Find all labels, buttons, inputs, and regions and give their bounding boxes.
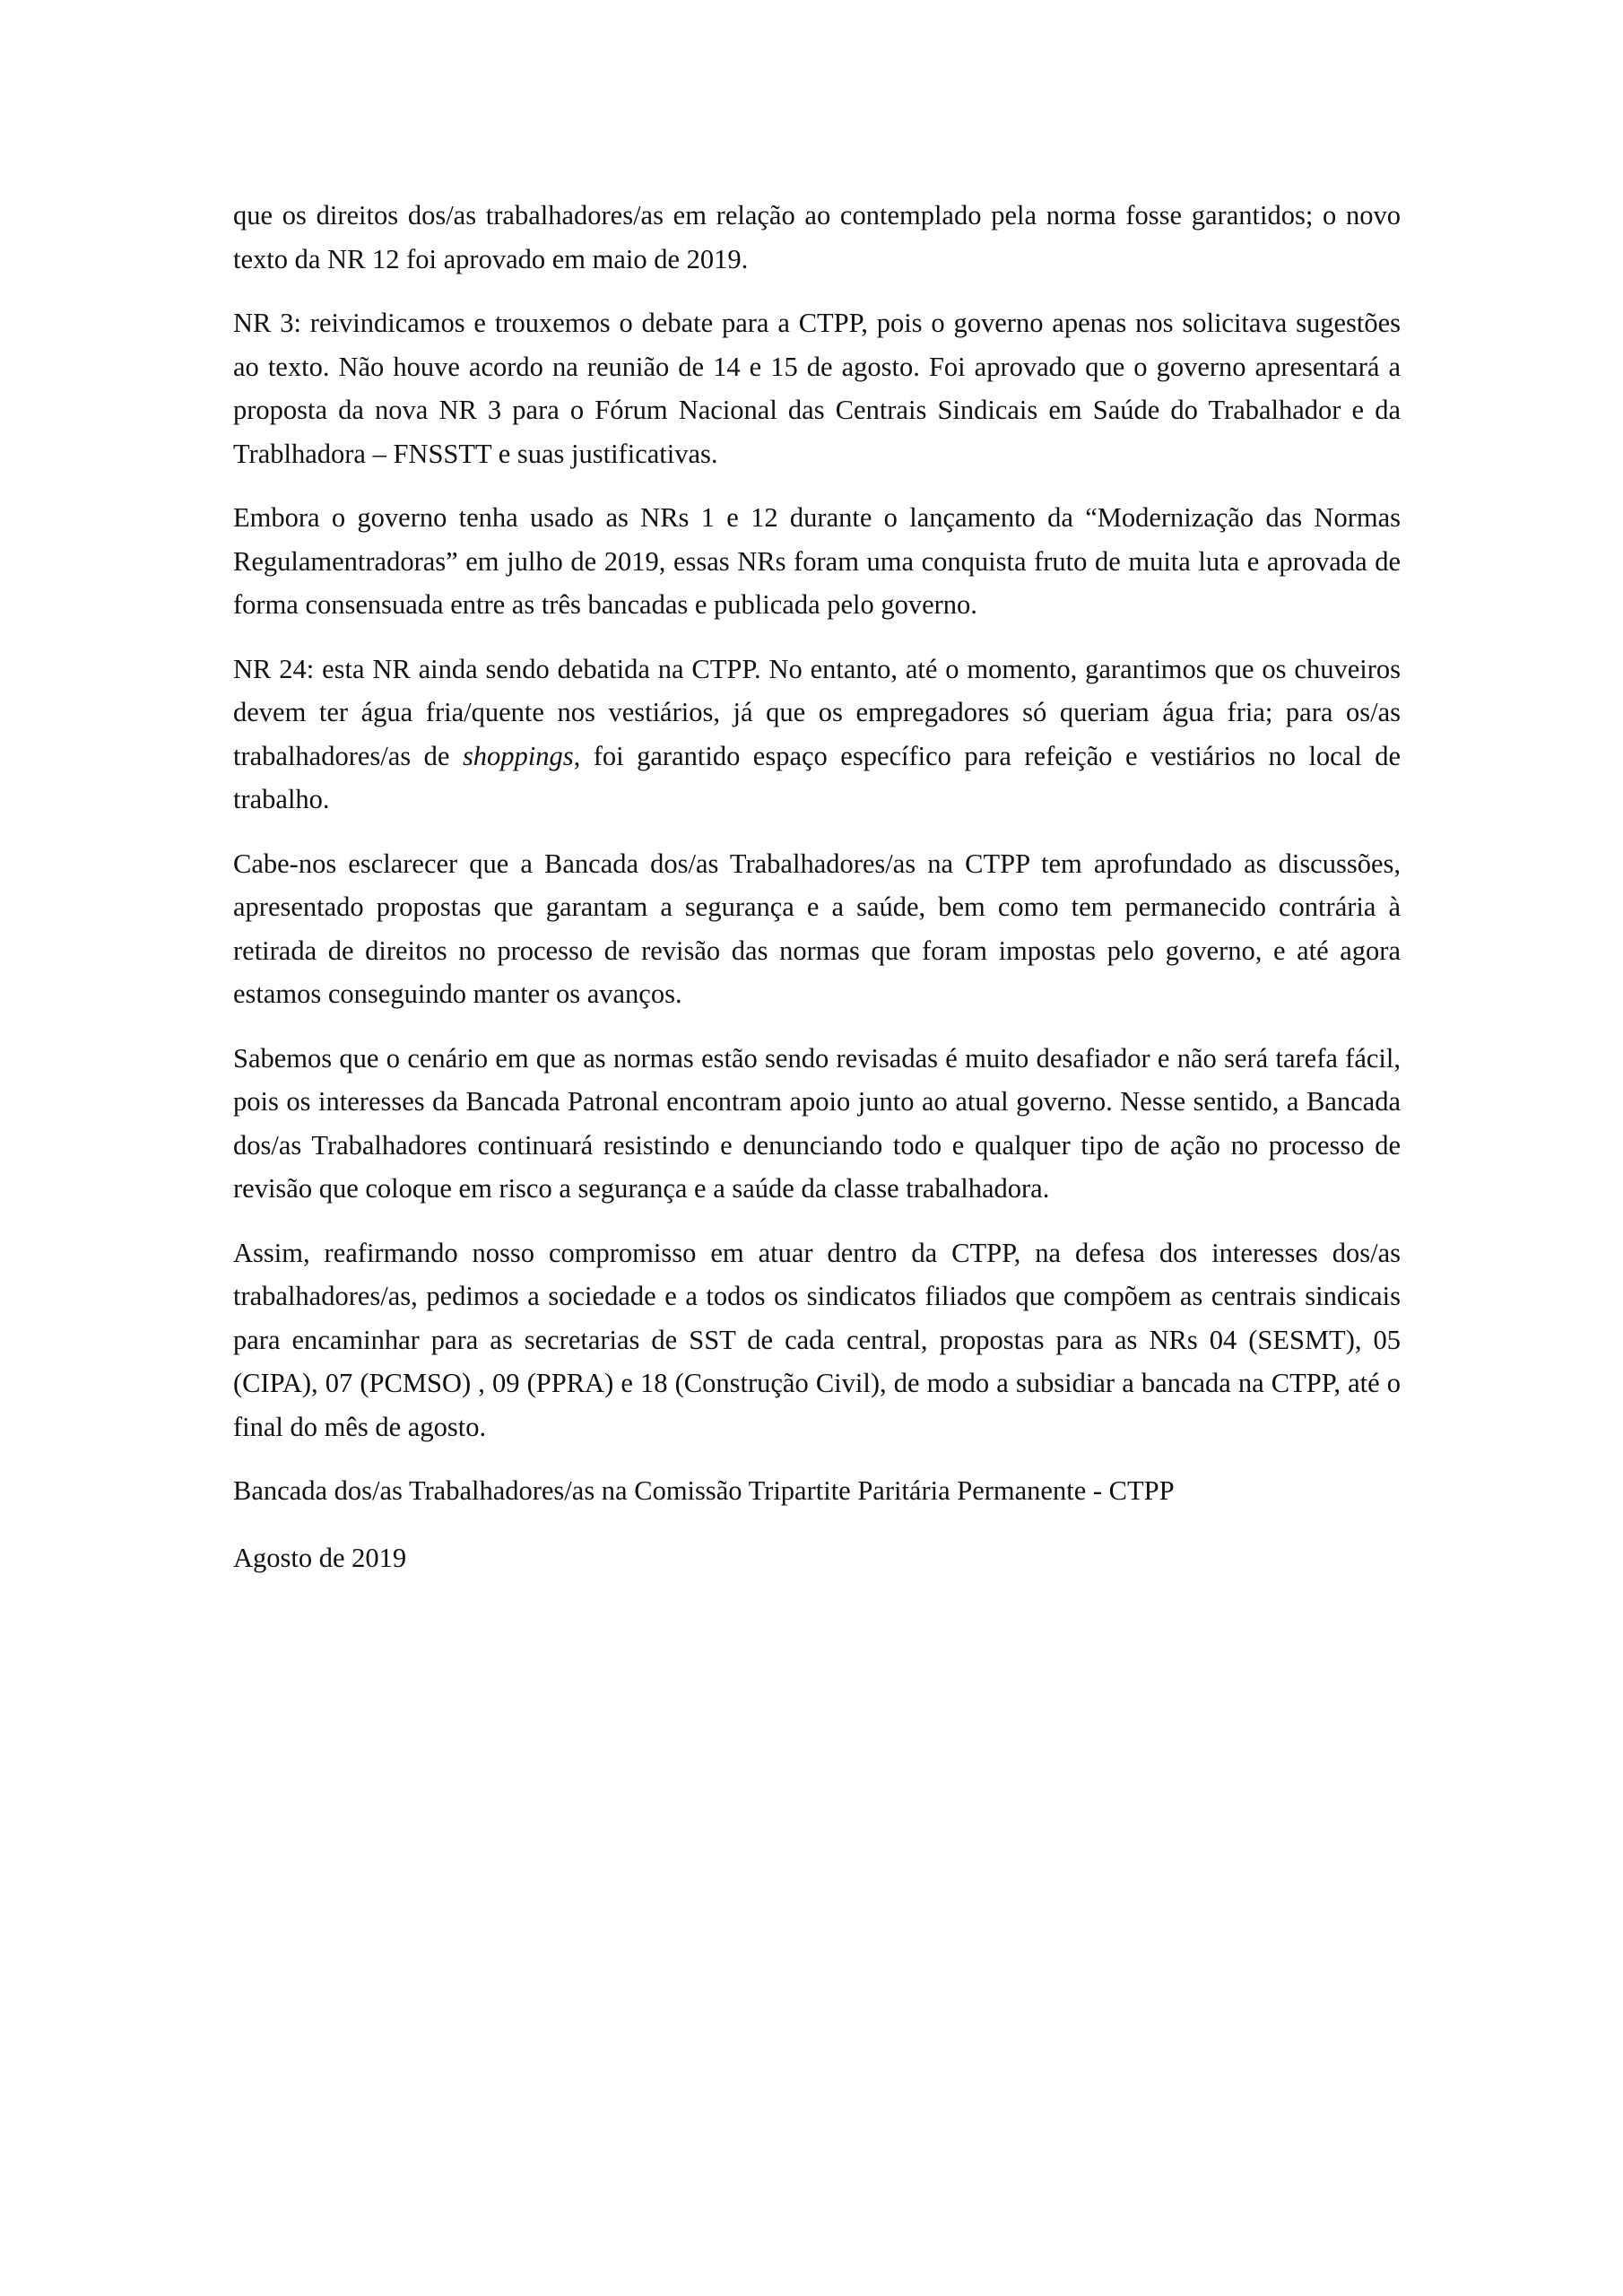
paragraph-compromisso: Assim, reafirmando nosso compromisso em atuar dentro da CTPP, na defesa dos interesses dos/as trabalhadores/as, pedimos a sociedade e a todos os sindicatos filiados que compõem as centrais sindicais para encaminhar para as secretarias de SST de cada central, propostas para as NRs 04 (SESMT), 05 (CIPA), 07 (PCMSO) , 09 (PPRA) e 18 (Construção Civil), de modo a subsidiar a bancada na CTPP, até o final do mês de agosto. bbox=[233, 1237, 1401, 1442]
signature-line: Bancada dos/as Trabalhadores/as na Comissão Tripartite Paritária Permanente - CTPP bbox=[233, 1475, 1175, 1506]
paragraph-nr12-conclusion: que os direitos dos/as trabalhadores/as em relação ao contemplado pela norma fosse garantidos; o novo texto da NR 12 foi aprovado em maio de 2019. bbox=[233, 200, 1401, 274]
paragraph-nr3: NR 3: reivindicamos e trouxemos o debate para a CTPP, pois o governo apenas nos solicitava sugestões ao texto. Não houve acordo na reunião de 14 e 15 de agosto. Foi aprovado que o governo apresentará a proposta da nova NR 3 para o Fórum Nacional das Centrais Sindicais em Saúde do Trabalhador e da Trablhadora – FNSSTT e suas justificativas. bbox=[233, 308, 1401, 469]
paragraph-nrs-modernizacao: Embora o governo tenha usado as NRs 1 e 12 durante o lançamento da “Modernização das Normas Regulamentradoras” em julho de 2019, essas NRs foram uma conquista fruto de muita luta e aprovada de forma consensuada entre as três bancadas e publicada pelo governo. bbox=[233, 502, 1401, 620]
paragraph-nr24-text-before: NR 24: esta NR ainda sendo debatida na CTPP. No entanto, até o momento, garantimos que os chuveiros devem ter água fria/quente nos vestiários, já que os empregadores só queriam água fria; para os/as trabalhadores/as de bbox=[233, 653, 1401, 771]
paragraph-nr24-text-after: , foi garantido espaço específico para refeição e vestiários no local de trabalho. bbox=[233, 740, 1401, 814]
paragraph-nr24-italic-term: shoppings bbox=[462, 740, 574, 771]
paragraph-bancada-esclarecimento: Cabe-nos esclarecer que a Bancada dos/as Trabalhadores/as na CTPP tem aprofundado as discussões, apresentado propostas que garantam a segurança e a saúde, bem como tem permanecido contrária à retirada de direitos no processo de revisão das normas que foram impostas pelo governo, e até agora estamos conseguindo manter os avanços. bbox=[233, 848, 1401, 1009]
document-date: Agosto de 2019 bbox=[233, 1542, 407, 1573]
paragraph-nr24 bbox=[233, 648, 1401, 822]
paragraph-cenario-desafiador: Sabemos que o cenário em que as normas estão sendo revisadas é muito desafiador e não será tarefa fácil, pois os interesses da Bancada Patronal encontram apoio junto ao atual governo. Nesse sentido, a Bancada dos/as Trabalhadores continuará resistindo e denunciando todo e qualquer tipo de ação no processo de revisão que coloque em risco a segurança e a saúde da classe trabalhadora. bbox=[233, 1042, 1401, 1204]
document-body bbox=[233, 194, 1401, 1579]
